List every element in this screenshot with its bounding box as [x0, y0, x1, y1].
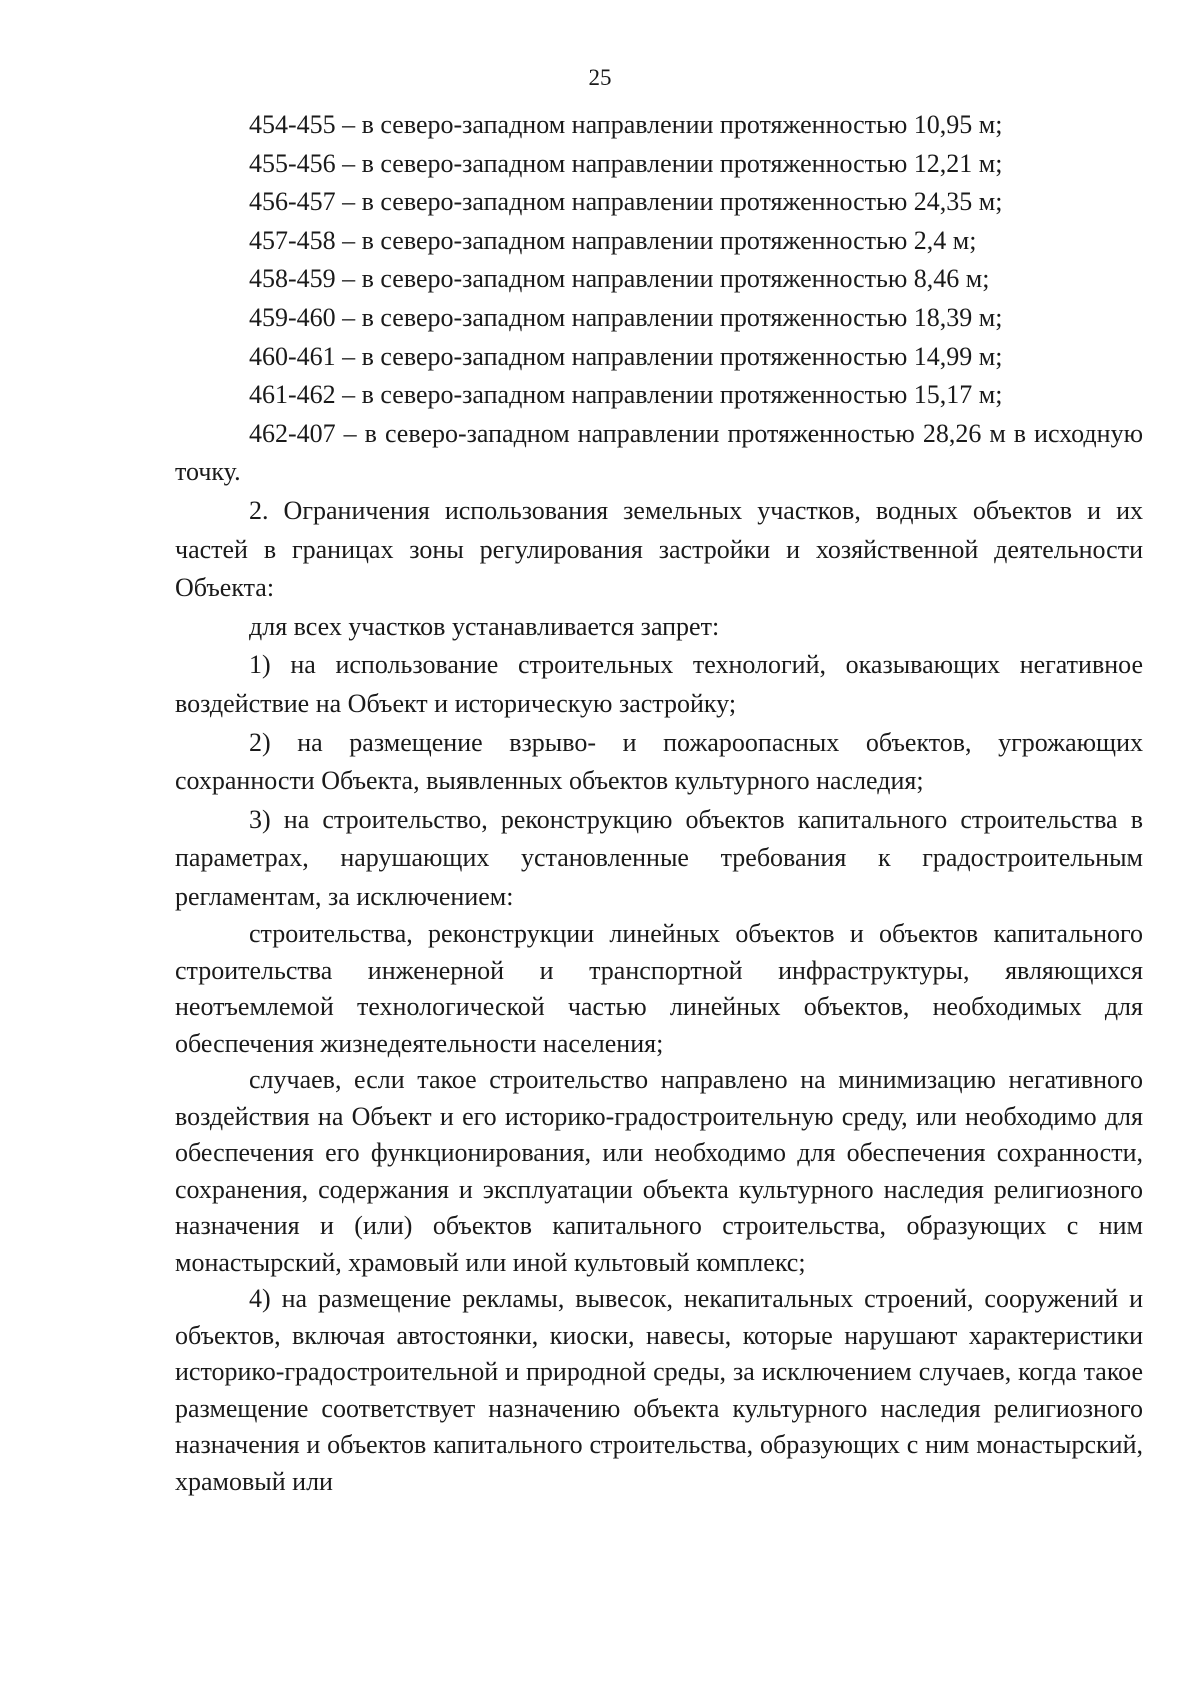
item-3-exception-2: случаев, если такое строительство направлено на минимизацию негативного воздействия на Объект и его историко-градостроительную среду, или необходимо для обеспечения его функционирования, или необходимо для обеспечения сохранности, сохранения, содержания и эксплуатации объекта культурного наследия религиозного назначения и (или) объектов капитального строительства, образующих с ним монастырский, храмовый или иной культовый комплекс;: [175, 1065, 1143, 1277]
boundary-segment: 457-458 – в северо-западном направлении протяженностью 2,4 м;: [249, 225, 977, 255]
boundary-segment: 455-456 – в северо-западном направлении протяженностью 12,21 м;: [249, 148, 1003, 178]
boundary-segment: 460-461 – в северо-западном направлении протяженностью 14,99 м;: [249, 341, 1003, 371]
prohibition-item-1: 1) на использование строительных технологий, оказывающих негативное воздействие на Объект и историческую застройку;: [175, 650, 1143, 718]
document-body: [175, 106, 1143, 1500]
prohibition-item-3: 3) на строительство, реконструкцию объектов капитального строительства в параметрах, нарушающих установленные требования к градостроительным регламентам, за исключением:: [175, 804, 1143, 911]
boundary-segment: 454-455 – в северо-западном направлении протяженностью 10,95 м;: [249, 110, 1003, 139]
prohibition-item-2: 2) на размещение взрыво- и пожароопасных объектов, угрожающих сохранности Объекта, выявленных объектов культурного наследия;: [175, 727, 1143, 796]
section-2-heading: 2. Ограничения использования земельных участков, водных объектов и их частей в границах зоны регулирования застройки и хозяйственной деятельности Объекта:: [175, 495, 1143, 603]
boundary-segment: 459-460 – в северо-западном направлении протяженностью 18,39 м;: [249, 302, 1003, 332]
boundary-segment: 458-459 – в северо-западном направлении протяженностью 8,46 м;: [249, 264, 990, 294]
prohibition-intro: для всех участков устанавливается запрет:: [249, 611, 720, 641]
boundary-segment-last: 462-407 – в северо-западном направлении протяженностью 28,26 м в исходную точку.: [175, 418, 1143, 487]
boundary-segment: 461-462 – в северо-западном направлении протяженностью 15,17 м;: [249, 380, 1003, 410]
boundary-segment: 456-457 – в северо-западном направлении протяженностью 24,35 м;: [249, 187, 1003, 217]
item-3-exception-1: строительства, реконструкции линейных объектов и объектов капитального строительства инженерной и транспортной инфраструктуры, являющихся неотъемлемой технологической частью линейных объектов, необходимых для обеспечения жизнедеятельности населения;: [175, 919, 1143, 1058]
page-number: 25: [588, 65, 612, 90]
prohibition-item-4: 4) на размещение рекламы, вывесок, некапитальных строений, сооружений и объектов, включая автостоянки, киоски, навесы, которые нарушают характеристики историко-градостроительной и природной среды, за исключением случаев, когда такое размещение соответствует назначению объекта культурного наследия религиозного назначения и объектов капитального строительства, образующих с ним монастырский, храмовый или: [175, 1284, 1143, 1496]
